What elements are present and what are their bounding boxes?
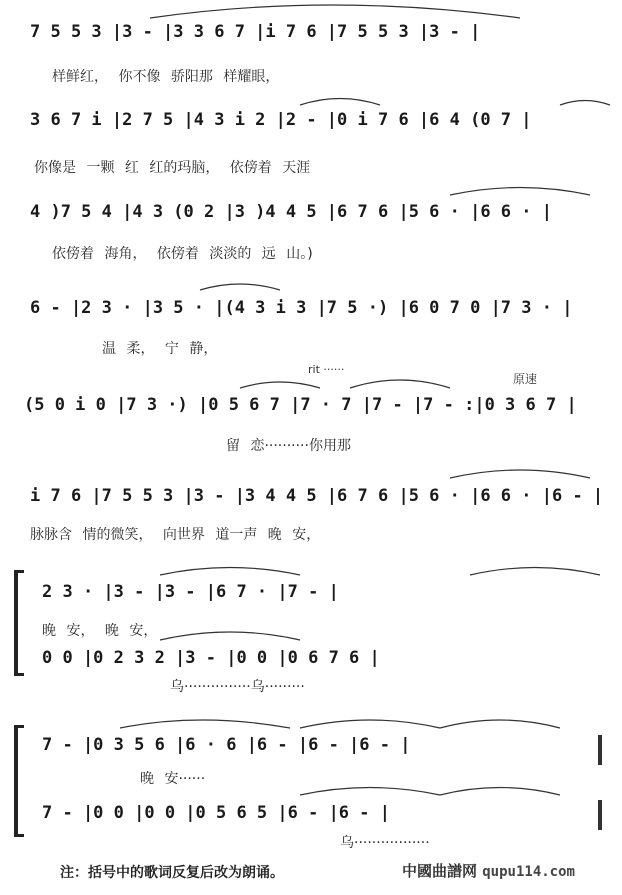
watermark bbox=[402, 860, 575, 881]
notation-row-7-lower: 0 0 |0 2 3 2 |3 - |0 0 |0 6 7 6 | bbox=[42, 648, 380, 668]
rit-mark: rit ······ bbox=[308, 363, 345, 376]
tempo-mark: 原速 bbox=[513, 372, 538, 386]
notation-row-3: 4 )7 5 4 |4 3 (0 2 |3 )4 4 5 |6 7 6 |5 6 · |6 6 · | bbox=[30, 202, 552, 222]
lyric-row-9: 晚 安······ bbox=[140, 771, 206, 787]
lyric-row-2: 你像是 一颗 红 红的玛脑， 依傍着 天涯 bbox=[34, 160, 311, 176]
footnote: 注：括号中的歌词反复后改为朗诵。 bbox=[60, 865, 284, 881]
lyric-row-8: 乌···············乌········· bbox=[170, 679, 305, 695]
lyric-row-1: 样鲜红， 你不像 骄阳那 样耀眼， bbox=[52, 69, 280, 85]
notation-row-7-upper: 2 3 · |3 - |3 - |6 7 · |7 - | bbox=[42, 582, 339, 602]
notation-row-6: i 7 6 |7 5 5 3 |3 - |3 4 4 5 |6 7 6 |5 6 · |6 6 · |6 - | bbox=[30, 486, 604, 506]
lyric-row-7: 晚 安， 晚 安， bbox=[42, 623, 158, 639]
lyric-row-4: 温 柔， 宁 静， bbox=[102, 341, 218, 357]
notation-row-2: 3 6 7 i |2 7 5 |4 3 i 2 |2 - |0 i 7 6 |6 4 (0 7 | bbox=[30, 110, 532, 130]
lyric-row-10: 乌················· bbox=[340, 835, 430, 851]
lyric-row-5: 留 恋··········你用那 bbox=[226, 438, 351, 454]
lyric-row-6: 脉脉含 情的微笑， 向世界 道一声 晚 安， bbox=[30, 527, 321, 543]
notation-row-9-upper: 7 - |0 3 5 6 |6 · 6 |6 - |6 - |6 - | bbox=[42, 735, 411, 755]
watermark-url: qupu114.com bbox=[482, 864, 575, 880]
notation-row-9-lower: 7 - |0 0 |0 0 |0 5 6 5 |6 - |6 - | bbox=[42, 803, 390, 823]
lyric-row-3: 依傍着 海角， 依傍着 淡淡的 远 山。) bbox=[52, 246, 313, 262]
notation-row-1: 7 5 5 3 |3 - |3 3 6 7 |i 7 6 |7 5 5 3 |3 - | bbox=[30, 22, 481, 42]
notation-row-5: (5 0 i 0 |7 3 ·) |0 5 6 7 |7 · 7 |7 - |7 - :|0 3 6 7 | bbox=[24, 395, 577, 415]
watermark-cn: 中國曲譜网 bbox=[402, 862, 478, 880]
notation-row-4: 6 - |2 3 · |3 5 · |(4 3 i 3 |7 5 ·) |6 0 7 0 |7 3 · | bbox=[30, 298, 573, 318]
